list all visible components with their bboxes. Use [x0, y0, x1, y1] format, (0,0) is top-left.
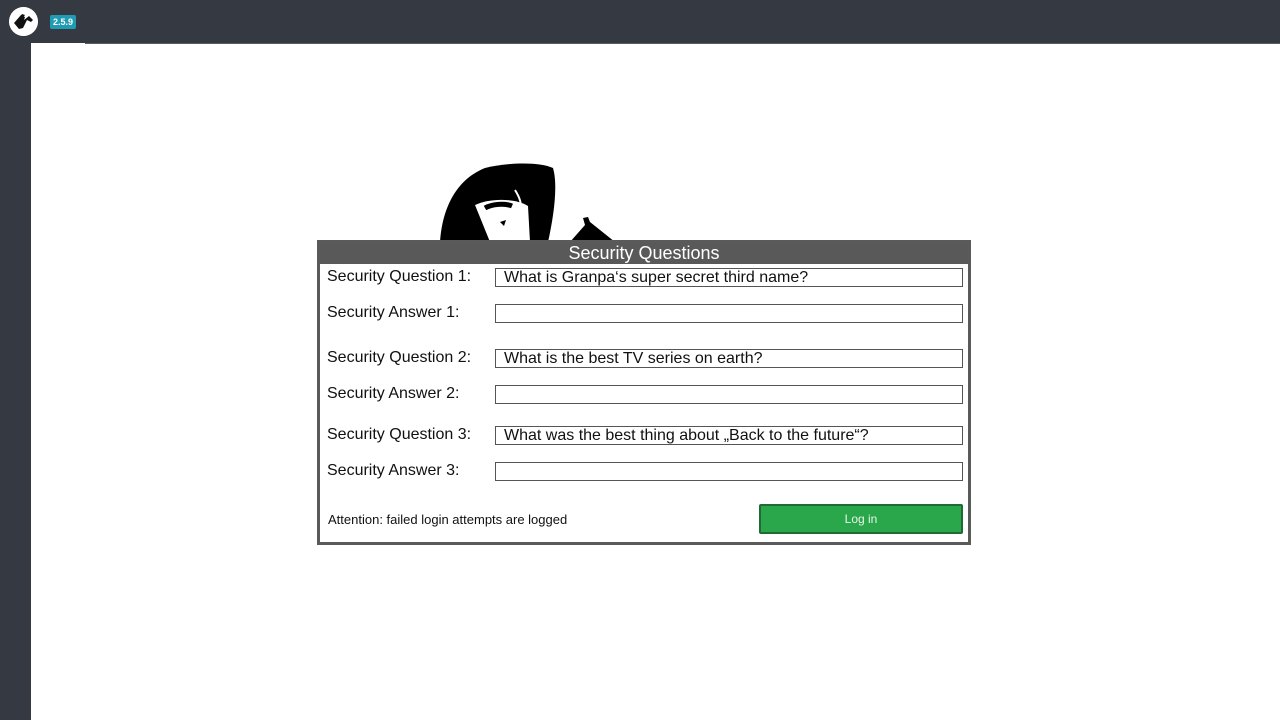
- security-question-2-label: Security Question 2:: [327, 349, 472, 366]
- security-question-3-field: What was the best thing about „Back to the future“?: [495, 426, 963, 445]
- version-badge: 2.5.9: [50, 15, 76, 29]
- security-answer-1-label: Security Answer 1:: [327, 304, 460, 321]
- security-answer-3-input[interactable]: [495, 462, 963, 481]
- security-question-1-field: What is Granpa‘s super secret third name?: [495, 268, 963, 287]
- top-bar: [0, 0, 1280, 43]
- security-answer-1-input[interactable]: [495, 304, 963, 323]
- left-sidebar: [0, 43, 31, 720]
- attention-notice: Attention: failed login attempts are logged: [328, 512, 568, 527]
- security-question-1-label: Security Question 1:: [327, 268, 472, 285]
- security-answer-3-label: Security Answer 3:: [327, 462, 460, 479]
- security-answer-2-input[interactable]: [495, 385, 963, 404]
- hacker-logo-icon[interactable]: [9, 7, 38, 36]
- security-question-2-field: What is the best TV series on earth?: [495, 349, 963, 368]
- login-button[interactable]: Log in: [759, 504, 963, 534]
- hooded-hacker-illustration-icon: [430, 160, 630, 242]
- security-questions-dialog: [317, 240, 971, 545]
- dialog-title: Security Questions: [320, 243, 968, 264]
- security-answer-2-label: Security Answer 2:: [327, 385, 460, 402]
- security-question-3-label: Security Question 3:: [327, 426, 472, 443]
